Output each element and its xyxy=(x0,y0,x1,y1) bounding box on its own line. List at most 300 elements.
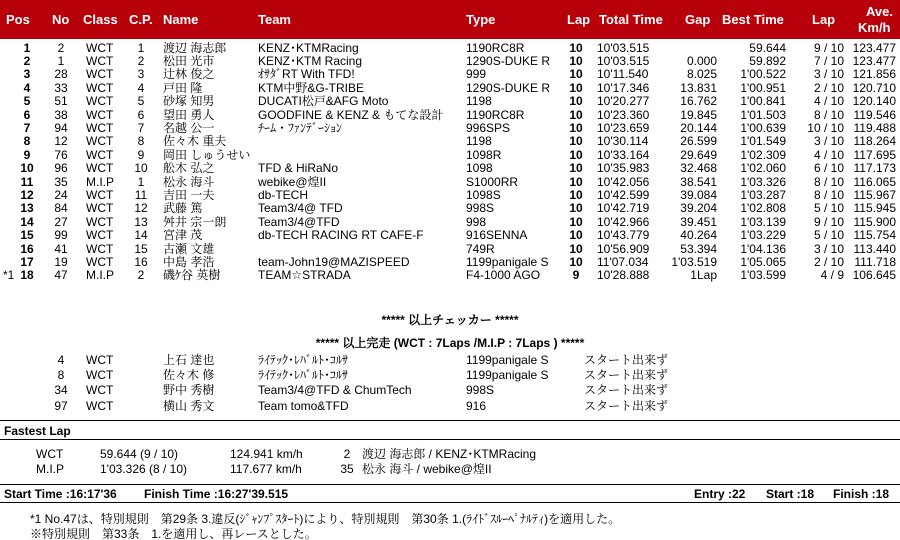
class-cell: WCT xyxy=(86,107,114,122)
lap-cell: 10 xyxy=(569,94,583,109)
pos-cell: 18 xyxy=(20,268,34,283)
type-cell: 1198 xyxy=(466,134,492,149)
note-2: ※特別規則 第33条 1.を適用し、再レースとした。 xyxy=(30,527,317,540)
class-cell: WCT xyxy=(86,94,114,109)
table-row xyxy=(0,82,900,95)
fl-class-cell: M.I.P xyxy=(36,462,65,476)
start-count: Start :18 xyxy=(766,487,815,501)
best-lap-cell: 2 / 10 xyxy=(813,80,844,95)
divider-top xyxy=(0,420,900,421)
name-cell: 舩木 弘之 xyxy=(163,161,215,176)
ave-cell: 123.477 xyxy=(852,40,896,55)
table-row xyxy=(0,149,900,162)
ave-cell: 115.945 xyxy=(853,201,896,216)
team-cell: KTM中野&G-TRIBE xyxy=(258,80,365,95)
total-time-cell: 10'23.360 xyxy=(597,107,650,122)
header-name: Name xyxy=(163,12,199,27)
table-row xyxy=(0,162,900,175)
best-time-cell: 59.892 xyxy=(749,53,786,68)
name-cell: 名越 公一 xyxy=(163,120,215,135)
results-header xyxy=(0,0,900,39)
ave-cell: 119.488 xyxy=(853,120,896,135)
best-lap-cell: 4 / 10 xyxy=(813,94,844,109)
dns-status-cell: スタート出来ず xyxy=(584,368,669,383)
lap-cell: 9 xyxy=(572,268,580,283)
header-pos: Pos xyxy=(6,12,30,27)
best-lap-cell: 8 / 10 xyxy=(813,187,844,202)
cp-cell: 1 xyxy=(137,174,145,189)
best-time-cell: 1'03.326 xyxy=(740,174,786,189)
divider-mid xyxy=(0,439,900,440)
cp-cell: 13 xyxy=(134,214,148,229)
team-cell: Team3/4@TFD xyxy=(258,214,340,229)
team-cell: ﾁｰﾑ・ﾌｧﾝﾃﾞｰｼｮﾝ xyxy=(258,120,343,135)
cp-cell: 9 xyxy=(137,147,145,162)
team-cell: ｵｻﾀﾞRT With TFD! xyxy=(258,67,355,82)
dns-status-cell: スタート出来ず xyxy=(584,383,669,398)
pos-cell: 7 xyxy=(23,120,31,135)
total-time-cell: 10'56.909 xyxy=(597,241,650,256)
dns-team-cell: ﾗｲﾃｯｸ･ﾚﾊﾞﾙﾄ･ｺﾙｻ xyxy=(258,353,349,367)
no-cell: 84 xyxy=(54,201,68,216)
ave-cell: 111.718 xyxy=(854,254,896,269)
fl-driver-cell: 松永 海斗 / webike@煌II xyxy=(362,462,492,476)
type-cell: 999 xyxy=(466,67,487,82)
team-cell: Team3/4@ TFD xyxy=(258,201,343,216)
header-cp: C.P. xyxy=(129,12,153,27)
total-time-cell: 10'42.719 xyxy=(597,201,650,216)
fastest-lap-row xyxy=(0,448,900,461)
lap-cell: 10 xyxy=(569,214,583,229)
ave-cell: 106.645 xyxy=(852,268,896,283)
header-team: Team xyxy=(258,12,291,27)
total-time-cell: 10'43.779 xyxy=(597,228,650,243)
entry-count: Entry :22 xyxy=(694,487,746,501)
total-time-cell: 10'20.277 xyxy=(597,94,650,109)
no-cell: 33 xyxy=(54,80,68,95)
fastest-lap-title: Fastest Lap xyxy=(4,424,71,438)
dns-name-cell: 佐々木 修 xyxy=(163,368,215,383)
pos-cell: 3 xyxy=(23,67,31,82)
dns-name-cell: 野中 秀樹 xyxy=(163,383,215,398)
team-cell: KENZ･KTMRacing xyxy=(258,40,359,55)
lap-cell: 10 xyxy=(569,107,583,122)
cp-cell: 6 xyxy=(137,107,145,122)
class-cell: WCT xyxy=(86,53,114,68)
name-cell: 舛井 宗一朗 xyxy=(163,214,227,229)
team-cell: TEAM☆STRADA xyxy=(258,268,351,283)
name-cell: 古瀬 文雄 xyxy=(163,241,215,256)
ave-cell: 120.710 xyxy=(852,80,896,95)
dns-no-cell: 97 xyxy=(54,398,68,413)
header-no: No xyxy=(52,12,70,27)
lap-cell: 10 xyxy=(569,147,583,162)
dns-row xyxy=(0,384,900,397)
checker-line: ***** 以上チェッカー ***** xyxy=(381,313,519,327)
type-cell: 1098S xyxy=(466,187,501,202)
team-cell: db-TECH xyxy=(258,187,309,202)
finish-count: Finish :18 xyxy=(833,487,890,501)
best-lap-cell: 3 / 10 xyxy=(813,67,844,82)
total-time-cell: 10'42.966 xyxy=(597,214,650,229)
gap-cell: 26.599 xyxy=(680,134,717,149)
type-cell: 916SENNA xyxy=(466,228,528,243)
class-cell: WCT xyxy=(86,147,114,162)
header-type: Type xyxy=(466,12,496,27)
best-lap-cell: 3 / 10 xyxy=(813,134,844,149)
dns-row xyxy=(0,400,900,413)
note-1: *1 No.47は、特別規則 第29条 3.違反(ｼﾞｬﾝﾌﾟｽﾀｰﾄ)により、特別規則 第30条 1.(ﾗｲﾄﾞｽﾙｰﾍﾟﾅﾙﾃｨ)を適用した。 xyxy=(30,512,621,526)
name-cell: 砂塚 知男 xyxy=(163,94,215,109)
cp-cell: 16 xyxy=(134,254,148,269)
fl-no-cell: 35 xyxy=(340,462,354,476)
best-time-cell: 1'03.287 xyxy=(740,187,786,202)
dns-no-cell: 34 xyxy=(54,383,68,398)
best-lap-cell: 3 / 10 xyxy=(813,241,844,256)
header-gap: Gap xyxy=(685,12,711,27)
lap-cell: 10 xyxy=(569,174,583,189)
best-time-cell: 1'03.599 xyxy=(740,268,786,283)
no-cell: 12 xyxy=(54,134,68,149)
no-cell: 2 xyxy=(57,40,65,55)
table-row xyxy=(0,95,900,108)
divider-footer-bottom xyxy=(0,502,900,503)
best-time-cell: 1'01.549 xyxy=(740,134,786,149)
name-cell: 松永 海斗 xyxy=(163,174,215,189)
dns-type-cell: 998S xyxy=(466,383,495,398)
no-cell: 38 xyxy=(54,107,68,122)
gap-cell: 39.084 xyxy=(680,187,717,202)
best-time-cell: 1'00.841 xyxy=(740,94,786,109)
table-row xyxy=(0,243,900,256)
class-cell: WCT xyxy=(86,187,114,202)
pos-cell: 10 xyxy=(20,161,34,176)
name-cell: 望田 勇人 xyxy=(163,107,215,122)
dns-type-cell: 1199panigale S xyxy=(466,353,549,367)
name-cell: 渡辺 海志郎 xyxy=(163,40,227,55)
dns-class-cell: WCT xyxy=(86,398,114,413)
ave-cell: 113.440 xyxy=(853,241,896,256)
no-cell: 28 xyxy=(54,67,68,82)
dns-row xyxy=(0,369,900,382)
best-time-cell: 1'02.808 xyxy=(740,201,786,216)
gap-cell: 38.541 xyxy=(680,174,717,189)
pos-cell: 16 xyxy=(20,241,34,256)
start-time: Start Time :16:17'36 xyxy=(4,487,117,501)
cp-cell: 7 xyxy=(137,120,145,135)
best-time-cell: 1'00.951 xyxy=(740,80,786,95)
dns-name-cell: 横山 秀文 xyxy=(163,398,215,413)
lap-cell: 10 xyxy=(569,120,583,135)
pos-cell: 12 xyxy=(20,187,34,202)
cp-cell: 10 xyxy=(134,161,148,176)
team-cell: team-John19@MAZISPEED xyxy=(258,254,410,269)
best-time-cell: 1'05.065 xyxy=(740,254,786,269)
cp-cell: 1 xyxy=(137,40,145,55)
no-cell: 24 xyxy=(54,187,68,202)
header-best-lap: Lap xyxy=(812,12,836,27)
table-row xyxy=(0,176,900,189)
dns-class-cell: WCT xyxy=(86,353,114,367)
fl-time-cell: 59.644 (9 / 10) xyxy=(100,447,179,461)
cp-cell: 5 xyxy=(137,94,145,109)
type-cell: 749R xyxy=(466,241,495,256)
lap-cell: 10 xyxy=(569,67,583,82)
ave-cell: 116.065 xyxy=(853,174,896,189)
dns-team-cell: ﾗｲﾃｯｸ･ﾚﾊﾞﾙﾄ･ｺﾙｻ xyxy=(258,368,349,383)
ave-cell: 115.900 xyxy=(853,214,896,229)
name-cell: 戸田 隆 xyxy=(163,80,203,95)
type-cell: 998 xyxy=(466,214,487,229)
ave-cell: 121.856 xyxy=(852,67,896,82)
best-time-cell: 1'01.503 xyxy=(740,107,786,122)
name-cell: 吉田 一夫 xyxy=(163,187,215,202)
class-cell: WCT xyxy=(86,40,114,55)
total-time-cell: 10'17.346 xyxy=(597,80,650,95)
total-time-cell: 11'07.034 xyxy=(597,254,649,269)
no-cell: 76 xyxy=(54,147,68,162)
class-cell: WCT xyxy=(86,134,114,149)
class-cell: WCT xyxy=(86,214,114,229)
name-cell: 磯ｹ谷 英樹 xyxy=(163,268,221,283)
pos-cell: 11 xyxy=(20,174,34,189)
gap-cell: 39.204 xyxy=(680,201,717,216)
pos-cell: 1 xyxy=(23,40,31,55)
type-cell: 998S xyxy=(466,201,495,216)
type-cell: 1190RC8R xyxy=(466,40,525,55)
gap-cell: 1'03.519 xyxy=(671,254,717,269)
dns-no-cell: 4 xyxy=(57,353,65,367)
dns-class-cell: WCT xyxy=(86,383,114,398)
table-row xyxy=(0,216,900,229)
best-lap-cell: 9 / 10 xyxy=(813,214,844,229)
header-lap: Lap xyxy=(567,12,591,27)
class-cell: M.I.P xyxy=(86,174,115,189)
best-lap-cell: 8 / 10 xyxy=(813,107,844,122)
best-time-cell: 59.644 xyxy=(749,40,786,55)
table-row xyxy=(0,256,900,269)
gap-cell: 29.649 xyxy=(680,147,717,162)
type-cell: 1098 xyxy=(466,161,493,176)
gap-cell: 20.144 xyxy=(680,120,717,135)
best-time-cell: 1'02.060 xyxy=(740,161,786,176)
cp-cell: 15 xyxy=(134,241,148,256)
finish-time: Finish Time :16:27'39.515 xyxy=(144,487,289,501)
type-cell: 1290S-DUKE R xyxy=(466,53,551,68)
team-cell: KENZ･KTM Racing xyxy=(258,53,363,68)
best-time-cell: 1'00.522 xyxy=(740,67,786,82)
pos-cell: 8 xyxy=(23,134,31,149)
type-cell: 1290S-DUKE R xyxy=(466,80,551,95)
gap-cell: 19.845 xyxy=(680,107,717,122)
name-cell: 岡田 しゅうせい xyxy=(163,147,251,162)
type-cell: 1098R xyxy=(466,147,502,162)
best-time-cell: 1'00.639 xyxy=(740,120,786,135)
cp-cell: 14 xyxy=(134,228,148,243)
dns-no-cell: 8 xyxy=(57,368,65,383)
name-cell: 宮津 茂 xyxy=(163,228,203,243)
complete-line: ***** 以上完走 (WCT : 7Laps /M.I.P : 7Laps ) ***** xyxy=(315,336,585,350)
table-row xyxy=(0,189,900,202)
dns-team-cell: Team3/4@TFD & ChumTech xyxy=(258,383,412,398)
pos-cell: 6 xyxy=(23,107,31,122)
header-total-time: Total Time xyxy=(599,12,663,27)
pos-cell: 5 xyxy=(23,94,31,109)
best-lap-cell: 10 / 10 xyxy=(807,120,844,135)
gap-cell: 8.025 xyxy=(686,67,717,82)
type-cell: 1190RC8R xyxy=(466,107,525,122)
table-row xyxy=(0,68,900,81)
total-time-cell: 10'11.540 xyxy=(597,67,649,82)
name-cell: 中島 孝浩 xyxy=(163,254,215,269)
fl-speed-cell: 117.677 km/h xyxy=(230,462,302,476)
table-row xyxy=(0,55,900,68)
dns-status-cell: スタート出来ず xyxy=(584,398,669,413)
best-lap-cell: 4 / 10 xyxy=(813,147,844,162)
cp-cell: 11 xyxy=(134,187,148,202)
team-cell: db-TECH RACING RT CAFE-F xyxy=(258,228,424,243)
cp-cell: 2 xyxy=(137,53,145,68)
team-cell: TFD & HiRaNo xyxy=(258,161,339,176)
cp-cell: 4 xyxy=(137,80,145,95)
pos-cell: 14 xyxy=(20,214,34,229)
lap-cell: 10 xyxy=(569,187,583,202)
best-time-cell: 1'04.136 xyxy=(740,241,786,256)
ave-cell: 117.695 xyxy=(853,147,896,162)
gap-cell: 0.000 xyxy=(686,53,717,68)
mark-cell: *1 xyxy=(3,268,15,283)
total-time-cell: 10'30.114 xyxy=(597,134,649,149)
lap-cell: 10 xyxy=(569,53,583,68)
no-cell: 41 xyxy=(54,241,68,256)
fl-time-cell: 1'03.326 (8 / 10) xyxy=(100,462,188,476)
no-cell: 35 xyxy=(54,174,68,189)
fl-class-cell: WCT xyxy=(36,447,64,461)
header-kmh: Km/h xyxy=(858,20,891,35)
table-row xyxy=(0,229,900,242)
cp-cell: 12 xyxy=(134,201,148,216)
no-cell: 27 xyxy=(54,214,68,229)
name-cell: 松田 光市 xyxy=(163,53,215,68)
lap-cell: 10 xyxy=(569,80,583,95)
fl-speed-cell: 124.941 km/h xyxy=(230,447,303,461)
gap-cell: 13.831 xyxy=(680,80,717,95)
cp-cell: 3 xyxy=(137,67,145,82)
dns-type-cell: 916 xyxy=(466,398,487,413)
class-cell: WCT xyxy=(86,67,114,82)
total-time-cell: 10'23.659 xyxy=(597,120,650,135)
class-cell: M.I.P xyxy=(86,268,115,283)
best-lap-cell: 2 / 10 xyxy=(813,254,844,269)
dns-name-cell: 上石 達也 xyxy=(163,353,215,367)
class-cell: WCT xyxy=(86,228,114,243)
table-row xyxy=(0,269,900,282)
class-cell: WCT xyxy=(86,241,114,256)
pos-cell: 4 xyxy=(23,80,31,95)
total-time-cell: 10'35.983 xyxy=(597,161,650,176)
dns-team-cell: Team tomo&TFD xyxy=(258,398,349,413)
gap-cell: 53.394 xyxy=(680,241,717,256)
header-best-time: Best Time xyxy=(722,12,784,27)
best-lap-cell: 4 / 9 xyxy=(820,268,844,283)
lap-cell: 10 xyxy=(569,40,583,55)
table-row xyxy=(0,135,900,148)
lap-cell: 10 xyxy=(569,161,583,176)
gap-cell: 16.762 xyxy=(680,94,717,109)
best-time-cell: 1'03.229 xyxy=(740,228,786,243)
no-cell: 19 xyxy=(54,254,68,269)
ave-cell: 115.754 xyxy=(853,228,896,243)
no-cell: 47 xyxy=(54,268,68,283)
table-row xyxy=(0,122,900,135)
no-cell: 96 xyxy=(54,161,68,176)
best-lap-cell: 7 / 10 xyxy=(813,53,844,68)
lap-cell: 10 xyxy=(569,254,583,269)
lap-cell: 10 xyxy=(569,228,583,243)
class-cell: WCT xyxy=(86,161,114,176)
total-time-cell: 10'28.888 xyxy=(597,268,650,283)
cp-cell: 8 xyxy=(137,134,145,149)
fl-driver-cell: 渡辺 海志郎 / KENZ･KTMRacing xyxy=(362,447,537,461)
team-cell: DUCATI松戸&AFG Moto xyxy=(258,94,389,109)
no-cell: 51 xyxy=(54,94,68,109)
dns-class-cell: WCT xyxy=(86,368,114,383)
name-cell: 辻林 俊之 xyxy=(163,67,215,82)
pos-cell: 9 xyxy=(23,147,31,162)
ave-cell: 115.967 xyxy=(853,187,896,202)
best-lap-cell: 6 / 10 xyxy=(813,161,844,176)
fastest-lap-row xyxy=(0,463,900,476)
name-cell: 武藤 篤 xyxy=(163,201,203,216)
pos-cell: 15 xyxy=(20,228,34,243)
gap-cell: 1Lap xyxy=(690,268,717,283)
table-row xyxy=(0,42,900,55)
lap-cell: 10 xyxy=(569,241,583,256)
pos-cell: 13 xyxy=(20,201,34,216)
dns-status-cell: スタート出来ず xyxy=(584,353,669,367)
total-time-cell: 10'42.599 xyxy=(597,187,650,202)
gap-cell: 40.264 xyxy=(680,228,717,243)
best-lap-cell: 9 / 10 xyxy=(813,40,844,55)
divider-footer-top xyxy=(0,484,900,485)
type-cell: S1000RR xyxy=(466,174,519,189)
total-time-cell: 10'33.164 xyxy=(597,147,650,162)
lap-cell: 10 xyxy=(569,201,583,216)
team-cell: webike@煌II xyxy=(258,174,327,189)
dns-type-cell: 1199panigale S xyxy=(466,368,549,383)
class-cell: WCT xyxy=(86,201,114,216)
best-lap-cell: 5 / 10 xyxy=(813,228,844,243)
best-lap-cell: 8 / 10 xyxy=(813,174,844,189)
table-row xyxy=(0,202,900,215)
team-cell: GOODFINE & KENZ & もてな設計 xyxy=(258,107,444,122)
type-cell: 1198 xyxy=(466,94,492,109)
gap-cell: 39.451 xyxy=(680,214,717,229)
type-cell: F4-1000 AGO xyxy=(466,268,541,283)
header-ave: Ave. xyxy=(866,4,893,19)
header-class: Class xyxy=(83,12,118,27)
dns-row xyxy=(0,354,900,367)
fl-no-cell: 2 xyxy=(343,447,351,461)
best-lap-cell: 5 / 10 xyxy=(813,201,844,216)
total-time-cell: 10'03.515 xyxy=(597,40,650,55)
no-cell: 99 xyxy=(54,228,68,243)
pos-cell: 2 xyxy=(23,53,31,68)
name-cell: 佐々木 重夫 xyxy=(163,134,227,149)
table-row xyxy=(0,109,900,122)
no-cell: 1 xyxy=(57,53,65,68)
no-cell: 94 xyxy=(54,120,68,135)
